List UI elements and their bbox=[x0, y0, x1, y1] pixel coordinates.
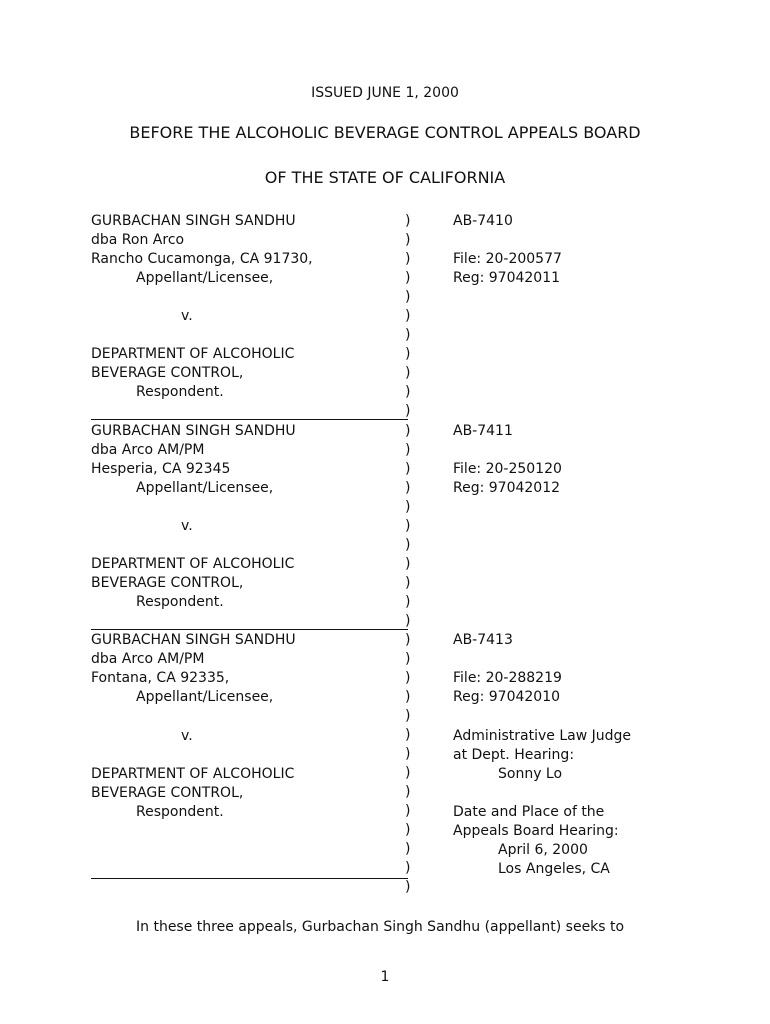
caption-paren: ) bbox=[405, 384, 411, 400]
caption-paren: ) bbox=[405, 632, 411, 648]
body-paragraph: In these three appeals, Gurbachan Singh Sandhu (appellant) seeks to bbox=[136, 919, 625, 935]
caption-paren: ) bbox=[405, 270, 411, 286]
caption-paren: ) bbox=[405, 346, 411, 362]
caption-paren: ) bbox=[405, 879, 411, 895]
board-title: BEFORE THE ALCOHOLIC BEVERAGE CONTROL APPEALS BOARD bbox=[129, 123, 641, 142]
appellant-location: Hesperia, CA 92345 bbox=[91, 461, 231, 477]
caption-paren: ) bbox=[405, 442, 411, 458]
appellant-name: GURBACHAN SINGH SANDHU bbox=[91, 632, 296, 648]
respondent-role: Respondent. bbox=[136, 594, 224, 610]
caption-paren: ) bbox=[405, 537, 411, 553]
file-number: File: 20-200577 bbox=[453, 251, 562, 267]
caption-paren: ) bbox=[405, 765, 411, 781]
state-title: OF THE STATE OF CALIFORNIA bbox=[264, 168, 506, 187]
caption-paren: ) bbox=[405, 727, 411, 743]
respondent-name-line2: BEVERAGE CONTROL, bbox=[91, 785, 244, 801]
caption-paren: ) bbox=[405, 327, 411, 343]
dba-name: dba Ron Arco bbox=[91, 232, 185, 248]
caption-paren: ) bbox=[405, 708, 411, 724]
alj-name: Sonny Lo bbox=[498, 766, 563, 782]
page-number: 1 bbox=[380, 969, 390, 985]
alj-label-line2: at Dept. Hearing: bbox=[453, 747, 575, 763]
hearing-label-line1: Date and Place of the bbox=[453, 804, 605, 820]
case-divider-rule bbox=[91, 878, 408, 879]
file-number: File: 20-250120 bbox=[453, 461, 562, 477]
caption-paren: ) bbox=[405, 518, 411, 534]
caption-paren: ) bbox=[405, 689, 411, 705]
caption-paren: ) bbox=[405, 403, 411, 419]
caption-paren: ) bbox=[405, 499, 411, 515]
caption-paren: ) bbox=[405, 803, 411, 819]
caption-paren: ) bbox=[405, 461, 411, 477]
respondent-name-line1: DEPARTMENT OF ALCOHOLIC bbox=[91, 556, 295, 572]
caption-paren: ) bbox=[405, 251, 411, 267]
caption-paren: ) bbox=[405, 423, 411, 439]
reg-number: Reg: 97042012 bbox=[453, 480, 561, 496]
caption-paren: ) bbox=[405, 213, 411, 229]
caption-paren: ) bbox=[405, 860, 411, 876]
respondent-name-line1: DEPARTMENT OF ALCOHOLIC bbox=[91, 346, 295, 362]
appellant-role: Appellant/Licensee, bbox=[136, 270, 274, 286]
issued-date: ISSUED JUNE 1, 2000 bbox=[311, 85, 459, 101]
caption-paren: ) bbox=[405, 784, 411, 800]
caption-paren: ) bbox=[405, 365, 411, 381]
respondent-role: Respondent. bbox=[136, 804, 224, 820]
caption-paren: ) bbox=[405, 232, 411, 248]
caption-paren: ) bbox=[405, 289, 411, 305]
caption-paren: ) bbox=[405, 613, 411, 629]
file-number: File: 20-288219 bbox=[453, 670, 562, 686]
caption-paren: ) bbox=[405, 308, 411, 324]
case-divider-rule bbox=[91, 419, 408, 420]
respondent-name-line2: BEVERAGE CONTROL, bbox=[91, 365, 244, 381]
case-divider-rule bbox=[91, 629, 408, 630]
caption-paren: ) bbox=[405, 594, 411, 610]
versus: v. bbox=[181, 728, 193, 744]
appellant-role: Appellant/Licensee, bbox=[136, 689, 274, 705]
hearing-place: Los Angeles, CA bbox=[498, 861, 610, 877]
caption-paren: ) bbox=[405, 480, 411, 496]
case-number: AB-7410 bbox=[453, 213, 513, 229]
caption-paren: ) bbox=[405, 841, 411, 857]
caption-paren: ) bbox=[405, 556, 411, 572]
versus: v. bbox=[181, 308, 193, 324]
hearing-date: April 6, 2000 bbox=[498, 842, 588, 858]
hearing-label-line2: Appeals Board Hearing: bbox=[453, 823, 619, 839]
respondent-name-line1: DEPARTMENT OF ALCOHOLIC bbox=[91, 766, 295, 782]
appellant-location: Fontana, CA 92335, bbox=[91, 670, 230, 686]
case-number: AB-7411 bbox=[453, 423, 513, 439]
appellant-role: Appellant/Licensee, bbox=[136, 480, 274, 496]
caption-paren: ) bbox=[405, 746, 411, 762]
appellant-location: Rancho Cucamonga, CA 91730, bbox=[91, 251, 313, 267]
appellant-name: GURBACHAN SINGH SANDHU bbox=[91, 213, 296, 229]
reg-number: Reg: 97042010 bbox=[453, 689, 561, 705]
caption-paren: ) bbox=[405, 670, 411, 686]
dba-name: dba Arco AM/PM bbox=[91, 442, 205, 458]
case-number: AB-7413 bbox=[453, 632, 513, 648]
versus: v. bbox=[181, 518, 193, 534]
caption-paren: ) bbox=[405, 822, 411, 838]
caption-paren: ) bbox=[405, 575, 411, 591]
respondent-name-line2: BEVERAGE CONTROL, bbox=[91, 575, 244, 591]
appellant-name: GURBACHAN SINGH SANDHU bbox=[91, 423, 296, 439]
alj-label-line1: Administrative Law Judge bbox=[453, 728, 632, 744]
reg-number: Reg: 97042011 bbox=[453, 270, 561, 286]
caption-paren: ) bbox=[405, 651, 411, 667]
dba-name: dba Arco AM/PM bbox=[91, 651, 205, 667]
respondent-role: Respondent. bbox=[136, 384, 224, 400]
